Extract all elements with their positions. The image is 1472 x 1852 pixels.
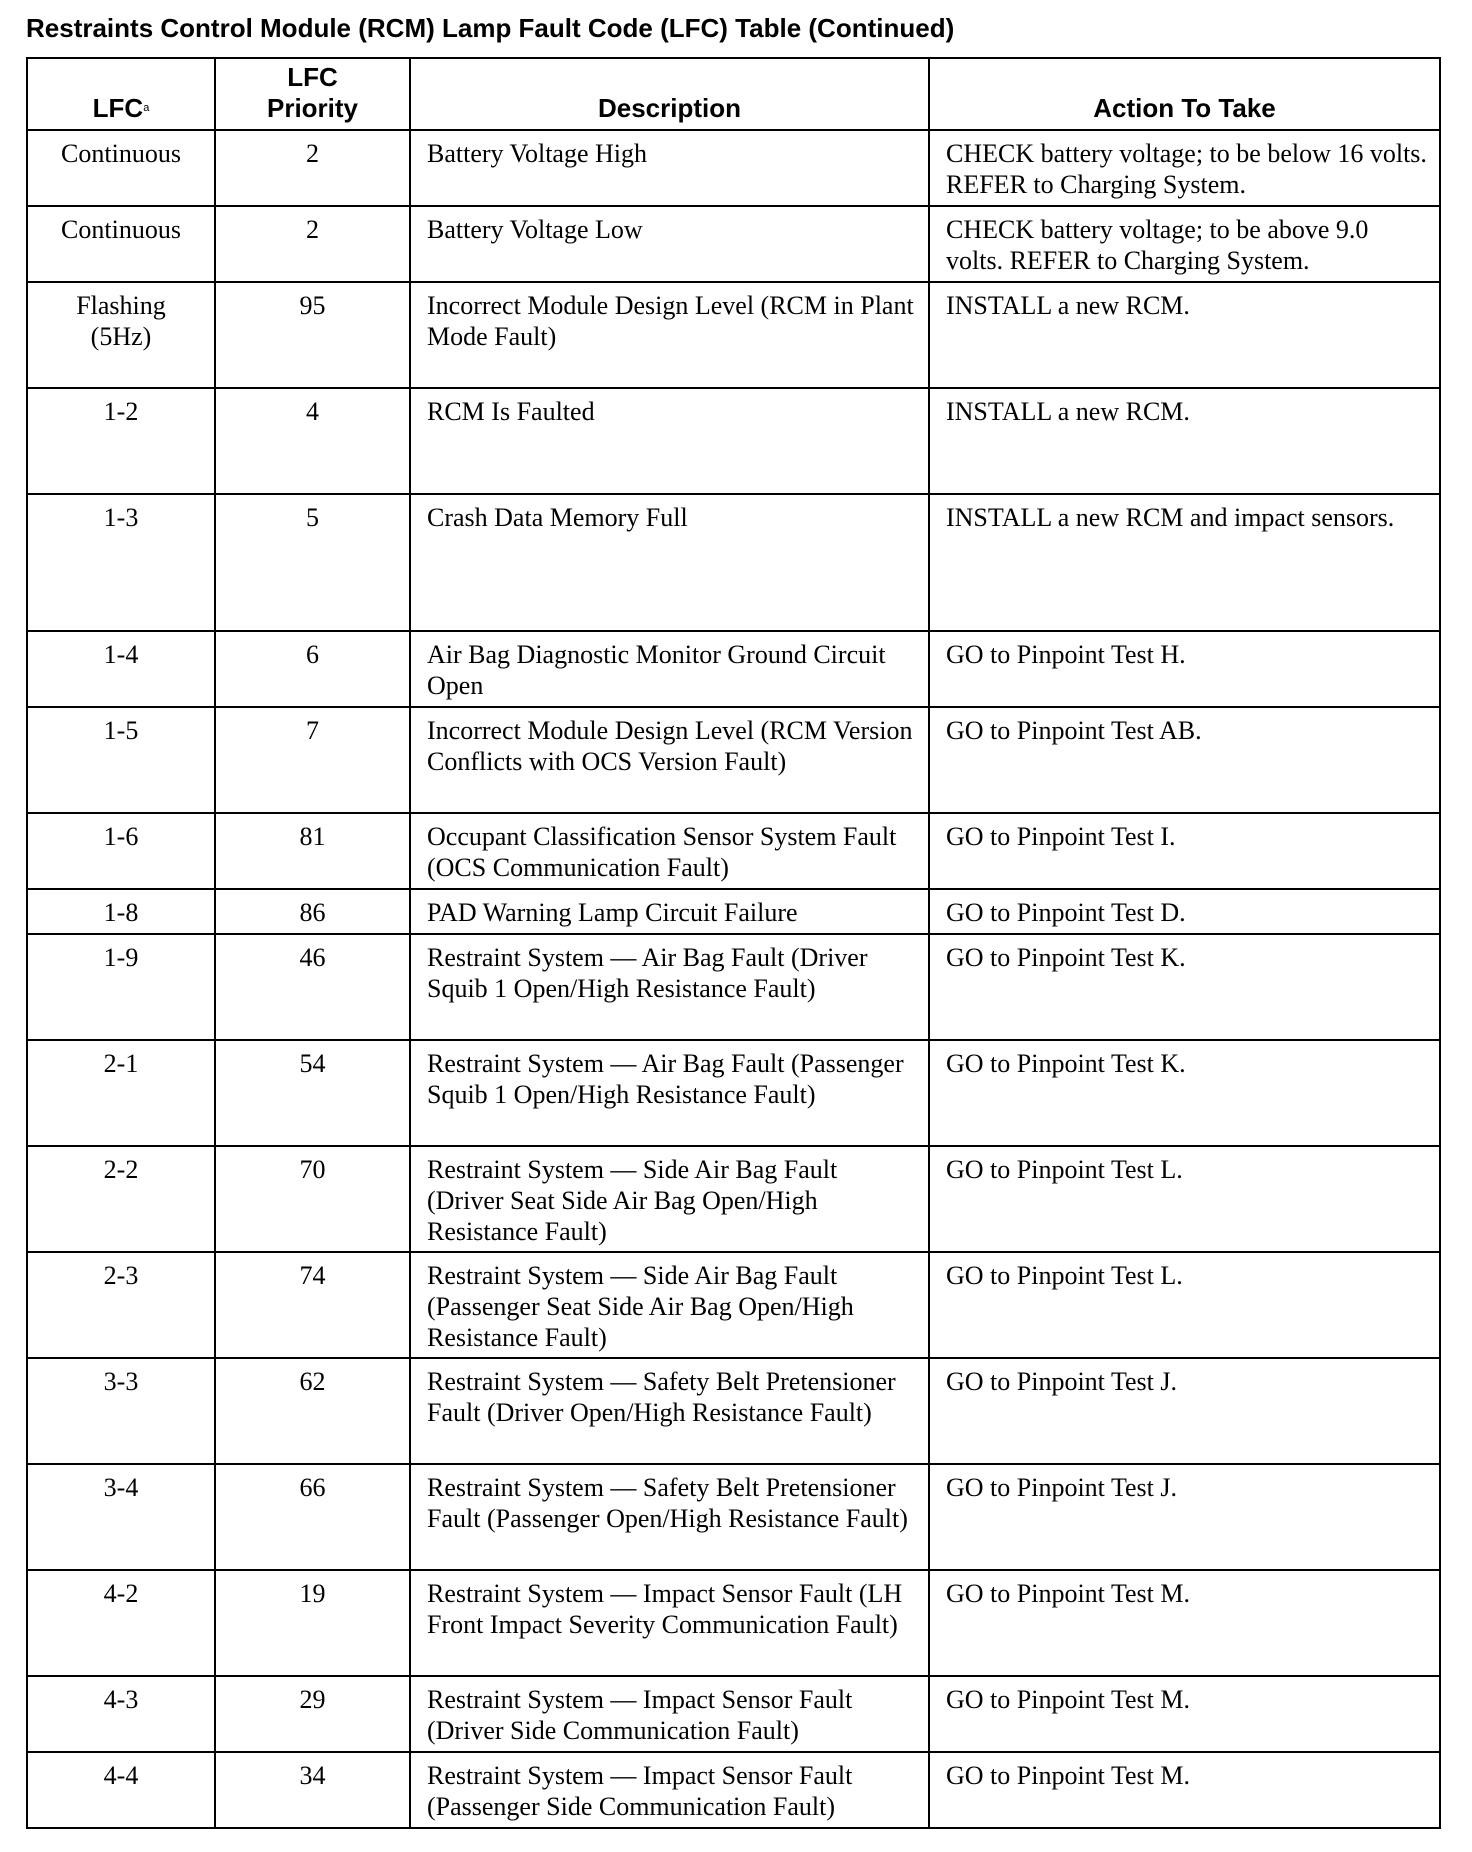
cell-priority: 54: [215, 1040, 410, 1146]
cell-lfc: 1-4: [27, 631, 215, 707]
table-row: [27, 1358, 1440, 1464]
table-row: [27, 707, 1440, 813]
header-priority-line2: Priority: [266, 93, 359, 123]
lfc-value: Continuous: [61, 139, 181, 168]
cell-action: CHECK battery voltage; to be above 9.0 volts. REFER to Charging System.: [929, 206, 1440, 282]
cell-lfc: [27, 282, 215, 388]
cell-lfc: 4-3: [27, 1676, 215, 1752]
cell-lfc: 1-2: [27, 388, 215, 494]
table-row: [27, 282, 1440, 388]
cell-priority: 81: [215, 813, 410, 889]
table-row: [27, 631, 1440, 707]
page-title: Restraints Control Module (RCM) Lamp Fault Code (LFC) Table (Continued): [26, 13, 955, 43]
header-action: Action To Take: [929, 58, 1440, 130]
cell-priority: 66: [215, 1464, 410, 1570]
cell-priority: 19: [215, 1570, 410, 1676]
cell-lfc: [27, 206, 215, 282]
cell-description: Restraint System — Safety Belt Pretensioner Fault (Passenger Open/High Resistance Fault): [410, 1464, 929, 1570]
header-priority-line1: LFC: [287, 62, 338, 92]
cell-action: INSTALL a new RCM.: [929, 282, 1440, 388]
cell-description: Incorrect Module Design Level (RCM Version Conflicts with OCS Version Fault): [410, 707, 929, 813]
cell-priority: 62: [215, 1358, 410, 1464]
cell-action: INSTALL a new RCM.: [929, 388, 1440, 494]
cell-lfc: 2-1: [27, 1040, 215, 1146]
cell-action: GO to Pinpoint Test H.: [929, 631, 1440, 707]
cell-description: Crash Data Memory Full: [410, 494, 929, 631]
cell-priority: 4: [215, 388, 410, 494]
table-row: [27, 889, 1440, 934]
cell-priority: 95: [215, 282, 410, 388]
cell-lfc: 4-4: [27, 1752, 215, 1828]
cell-lfc: 1-9: [27, 934, 215, 1040]
cell-description: Occupant Classification Sensor System Fault (OCS Communication Fault): [410, 813, 929, 889]
cell-action: GO to Pinpoint Test D.: [929, 889, 1440, 934]
cell-description: Air Bag Diagnostic Monitor Ground Circuit Open: [410, 631, 929, 707]
cell-priority: 2: [215, 206, 410, 282]
cell-description: RCM Is Faulted: [410, 388, 929, 494]
cell-description: PAD Warning Lamp Circuit Failure: [410, 889, 929, 934]
cell-action: GO to Pinpoint Test L.: [929, 1146, 1440, 1252]
table-header-row: [27, 58, 1440, 130]
cell-action: GO to Pinpoint Test L.: [929, 1252, 1440, 1358]
cell-action: GO to Pinpoint Test AB.: [929, 707, 1440, 813]
header-lfc-label: LFC: [92, 93, 144, 123]
cell-description: Restraint System — Impact Sensor Fault (Driver Side Communication Fault): [410, 1676, 929, 1752]
cell-action: CHECK battery voltage; to be below 16 volts. REFER to Charging System.: [929, 130, 1440, 206]
cell-action: GO to Pinpoint Test M.: [929, 1752, 1440, 1828]
cell-lfc: 4-2: [27, 1570, 215, 1676]
table-row: [27, 1752, 1440, 1828]
cell-priority: 34: [215, 1752, 410, 1828]
cell-description: Battery Voltage High: [410, 130, 929, 206]
header-lfc-footnote-marker: a: [143, 102, 150, 114]
header-lfc: [27, 58, 215, 130]
cell-priority: 46: [215, 934, 410, 1040]
cell-priority: 74: [215, 1252, 410, 1358]
cell-action: GO to Pinpoint Test J.: [929, 1358, 1440, 1464]
cell-action: GO to Pinpoint Test K.: [929, 934, 1440, 1040]
table-row: [27, 388, 1440, 494]
table-row: [27, 813, 1440, 889]
table-row: [27, 1464, 1440, 1570]
cell-lfc: 3-3: [27, 1358, 215, 1464]
cell-description: Restraint System — Safety Belt Pretensioner Fault (Driver Open/High Resistance Fault): [410, 1358, 929, 1464]
cell-description: Restraint System — Air Bag Fault (Passenger Squib 1 Open/High Resistance Fault): [410, 1040, 929, 1146]
cell-description: Incorrect Module Design Level (RCM in Plant Mode Fault): [410, 282, 929, 388]
cell-action: INSTALL a new RCM and impact sensors.: [929, 494, 1440, 631]
cell-description: Restraint System — Air Bag Fault (Driver Squib 1 Open/High Resistance Fault): [410, 934, 929, 1040]
cell-priority: 70: [215, 1146, 410, 1252]
cell-priority: 29: [215, 1676, 410, 1752]
cell-description: Battery Voltage Low: [410, 206, 929, 282]
cell-lfc: 1-3: [27, 494, 215, 631]
table-row: [27, 1570, 1440, 1676]
cell-action: GO to Pinpoint Test M.: [929, 1570, 1440, 1676]
cell-lfc: 2-3: [27, 1252, 215, 1358]
table-row: [27, 130, 1440, 206]
cell-priority: 6: [215, 631, 410, 707]
cell-lfc: 1-8: [27, 889, 215, 934]
table-row: [27, 1676, 1440, 1752]
cell-lfc: 1-5: [27, 707, 215, 813]
table-row: [27, 1252, 1440, 1358]
cell-action: GO to Pinpoint Test I.: [929, 813, 1440, 889]
cell-description: Restraint System — Impact Sensor Fault (Passenger Side Communication Fault): [410, 1752, 929, 1828]
lfc-table: [26, 57, 1441, 1829]
table-row: [27, 934, 1440, 1040]
lfc-value: Flashing (5Hz): [76, 291, 166, 351]
cell-lfc: [27, 130, 215, 206]
header-description: Description: [410, 58, 929, 130]
cell-description: Restraint System — Side Air Bag Fault (Passenger Seat Side Air Bag Open/High Resistance Fault): [410, 1252, 929, 1358]
header-priority: [215, 58, 410, 130]
cell-priority: 2: [215, 130, 410, 206]
cell-action: GO to Pinpoint Test M.: [929, 1676, 1440, 1752]
cell-lfc: 2-2: [27, 1146, 215, 1252]
table-row: [27, 206, 1440, 282]
cell-priority: 5: [215, 494, 410, 631]
cell-description: Restraint System — Side Air Bag Fault (Driver Seat Side Air Bag Open/High Resistance Fault): [410, 1146, 929, 1252]
cell-lfc: 1-6: [27, 813, 215, 889]
cell-priority: 7: [215, 707, 410, 813]
cell-action: GO to Pinpoint Test K.: [929, 1040, 1440, 1146]
cell-priority: 86: [215, 889, 410, 934]
lfc-value: Continuous: [61, 215, 181, 244]
table-row: [27, 494, 1440, 631]
cell-action: GO to Pinpoint Test J.: [929, 1464, 1440, 1570]
table-row: [27, 1040, 1440, 1146]
table-row: [27, 1146, 1440, 1252]
cell-lfc: 3-4: [27, 1464, 215, 1570]
cell-description: Restraint System — Impact Sensor Fault (LH Front Impact Severity Communication Fault): [410, 1570, 929, 1676]
